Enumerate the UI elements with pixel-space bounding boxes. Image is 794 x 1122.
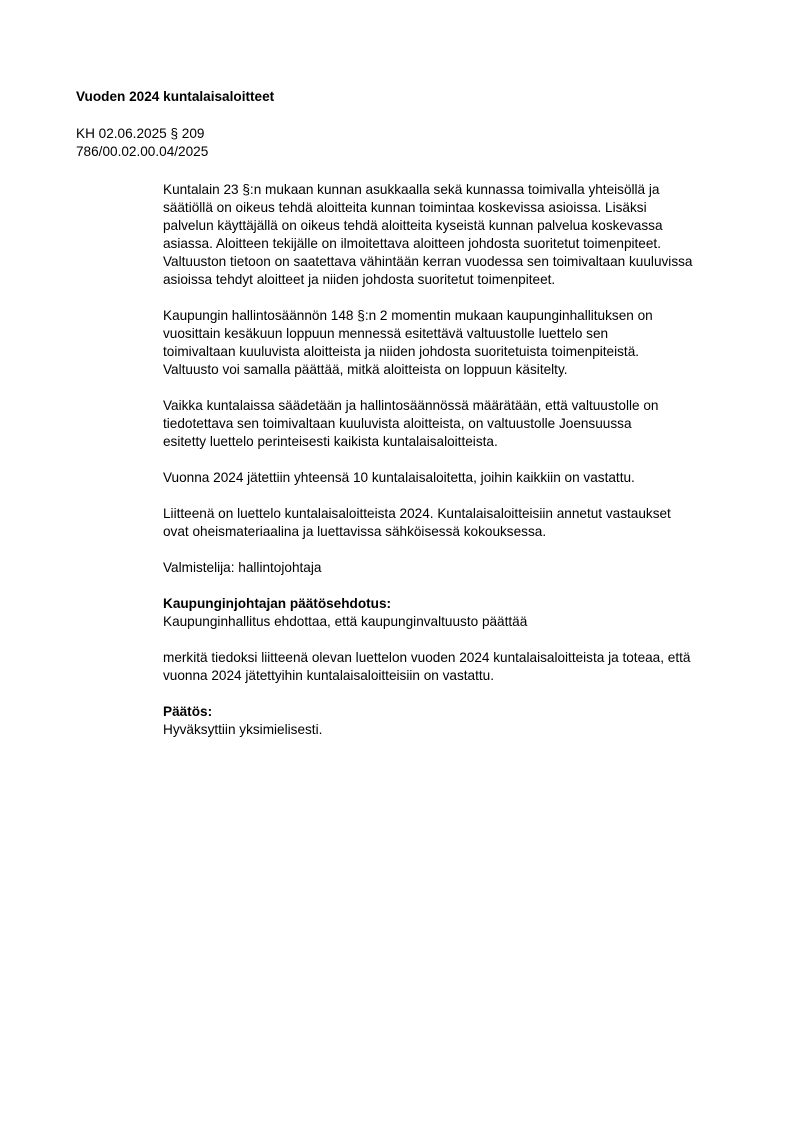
text-line: Valtuuston tietoon on saatettava vähintään kerran vuodessa sen toimivaltaan kuuluvissa xyxy=(163,254,693,269)
proposal-text xyxy=(163,649,743,685)
paragraph-kuntalaki xyxy=(163,181,743,289)
text-line: ovat oheismateriaalina ja luettavissa sähköisessä kokouksessa. xyxy=(163,524,547,539)
paragraph-preparer xyxy=(163,559,743,577)
text-line: palvelun käyttäjällä on oikeus tehdä aloitteita kyseistä kunnan palvelua koskevassa xyxy=(163,218,663,233)
text-line: Kaupungin hallintosäännön 148 §:n 2 momentin mukaan kaupunginhallituksen on xyxy=(163,308,653,323)
text-line: esitetty luettelo perinteisesti kaikista kuntalaisaloitteista. xyxy=(163,434,498,449)
proposal-intro: Kaupunginhallitus ehdottaa, että kaupunginvaltuusto päättää xyxy=(163,614,528,629)
preparer-line: Valmistelija: hallintojohtaja xyxy=(163,560,322,575)
text-line: asiassa. Aloitteen tekijälle on ilmoitettava aloitteen johdosta suoritetut toimenpiteet. xyxy=(163,236,661,251)
document-meta xyxy=(76,125,208,161)
text-line: Vaikka kuntalaissa säädetään ja hallintosäännössä määrätään, että valtuustolle on xyxy=(163,398,659,413)
text-line: Liitteenä on luettelo kuntalaisaloitteista 2024. Kuntalaisaloitteisiin annetut vastaukset xyxy=(163,506,671,521)
document-body xyxy=(163,181,743,757)
text-line: Valtuusto voi samalla päättää, mitkä aloitteista on loppuun käsitelty. xyxy=(163,362,568,377)
text-line: vuonna 2024 jätettyihin kuntalaisaloitteisiin on vastattu. xyxy=(163,668,494,683)
paragraph-hallintosaanto xyxy=(163,307,743,379)
meeting-reference: KH 02.06.2025 § 209 xyxy=(76,126,205,141)
text-line: asioissa tehdyt aloitteet ja niiden johdosta suoritetut toimenpiteet. xyxy=(163,272,556,287)
paragraph-joensuu-practice xyxy=(163,397,743,451)
text-line: Vuonna 2024 jätettiin yhteensä 10 kuntalaisaloitetta, joihin kaikkiin on vastattu. xyxy=(163,470,635,485)
text-line: toimivaltaan kuuluvista aloitteista ja niiden johdosta suoritetuista toimenpiteistä. xyxy=(163,344,640,359)
text-line: säätiöllä on oikeus tehdä aloitteita kunnan toimintaa koskevissa asioissa. Lisäksi xyxy=(163,200,647,215)
paragraph-attachment xyxy=(163,505,743,541)
decision-text: Hyväksyttiin yksimielisesti. xyxy=(163,722,323,737)
paragraph-2024-count xyxy=(163,469,743,487)
record-number: 786/00.02.00.04/2025 xyxy=(76,144,209,159)
proposal-section xyxy=(163,595,743,631)
text-line: tiedotettava sen toimivaltaan kuuluvista aloitteista, on valtuustolle Joensuussa xyxy=(163,416,632,431)
decision-section xyxy=(163,703,743,739)
decision-heading: Päätös: xyxy=(163,704,213,719)
text-line: merkitä tiedoksi liitteenä olevan luettelon vuoden 2024 kuntalaisaloitteista ja toteaa, että xyxy=(163,650,691,665)
document-title: Vuoden 2024 kuntalaisaloitteet xyxy=(76,89,275,104)
text-line: vuosittain kesäkuun loppuun mennessä esitettävä valtuustolle luettelo sen xyxy=(163,326,609,341)
proposal-heading: Kaupunginjohtajan päätösehdotus: xyxy=(163,596,392,611)
text-line: Kuntalain 23 §:n mukaan kunnan asukkaalla sekä kunnassa toimivalla yhteisöllä ja xyxy=(163,182,660,197)
